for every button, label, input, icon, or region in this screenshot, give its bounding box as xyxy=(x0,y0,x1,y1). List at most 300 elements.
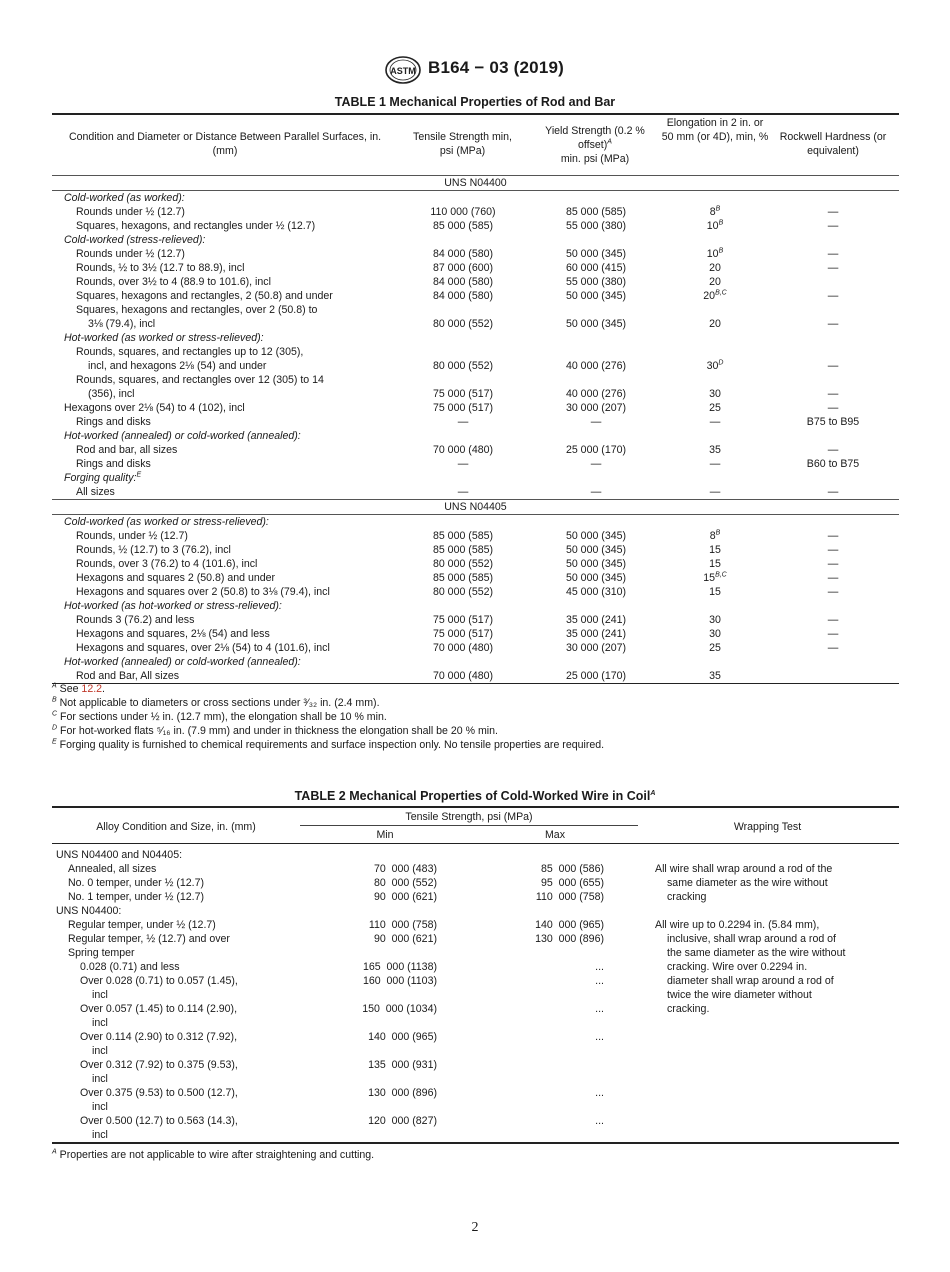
tensile-cell: 84 000 (580) xyxy=(432,290,494,302)
tensile-cell: 75 000 (517) xyxy=(432,402,494,414)
tensile-cell: 75 000 (517) xyxy=(432,614,494,626)
t2-col-tensile: Tensile Strength, psi (MPa) xyxy=(405,811,533,823)
svg-text:ASTM: ASTM xyxy=(390,66,416,76)
elongation-value: 30 xyxy=(706,360,719,372)
alloy-cell xyxy=(52,1114,312,1142)
wrap-line: All wire shall wrap around a rod of the xyxy=(655,863,833,875)
table-row xyxy=(52,890,652,904)
yield-cell: 60 000 (415) xyxy=(565,262,627,274)
rockwell-cell: — xyxy=(827,290,839,302)
footnote xyxy=(52,682,912,696)
condition-label: All sizes xyxy=(76,486,115,498)
elongation-cell xyxy=(663,485,767,500)
table-row xyxy=(52,862,652,876)
wrap-line: cracking xyxy=(667,891,707,903)
elongation-value: 35 xyxy=(709,670,721,682)
yield-cell: 85 000 (585) xyxy=(565,206,627,218)
elongation-value: — xyxy=(709,416,721,428)
condition-label: Hexagons and squares, over 2⅛ (54) to 4 (101.6), incl xyxy=(76,642,330,654)
elongation-cell xyxy=(663,457,767,471)
elongation-value: 15 xyxy=(709,544,721,556)
alloy-label-cont: incl xyxy=(92,1017,108,1029)
wrap-line: diameter shall wrap around a rod of xyxy=(667,975,834,987)
wrap-line: cracking. xyxy=(667,1003,710,1015)
table-row xyxy=(52,613,899,627)
rockwell-cell: — xyxy=(827,614,839,626)
condition-label-cont: 3⅛ (79.4), incl xyxy=(88,318,156,330)
condition-label-cont: incl, and hexagons 2⅛ (54) and under xyxy=(88,360,267,372)
table-row xyxy=(52,904,652,918)
min-cell: 150 000 (1034) xyxy=(362,1003,437,1015)
min-cell: 165 000 (1138) xyxy=(362,961,437,973)
elongation-cell xyxy=(663,247,767,261)
condition-label: Squares, hexagons and rectangles, 2 (50.8) and under xyxy=(76,290,333,302)
table2-top-rule xyxy=(52,806,899,808)
condition-cell xyxy=(52,529,397,543)
yield-cell: 45 000 (310) xyxy=(565,586,627,598)
elongation-cell xyxy=(663,261,767,275)
t1-col-tensile: Tensile Strength min, psi (MPa) xyxy=(413,131,512,157)
t1-col-yield xyxy=(535,124,655,166)
elongation-sup: B,C xyxy=(715,289,727,297)
t2-col-max: Max xyxy=(544,829,565,841)
alloy-label: Over 0.028 (0.71) to 0.057 (1.45), xyxy=(80,975,238,987)
condition-cell xyxy=(52,641,397,655)
table2-caption-text: TABLE 2 Mechanical Properties of Cold-Worked Wire in Coil xyxy=(294,789,651,803)
elongation-sup: B xyxy=(718,247,724,255)
alloy-cell xyxy=(52,1086,312,1114)
wrap-line: inclusive, shall wrap around a rod of xyxy=(667,933,837,945)
t1-col-yield-text: Yield Strength (0.2 % offset) xyxy=(545,125,645,151)
rockwell-cell: — xyxy=(827,402,839,414)
yield-cell: 40 000 (276) xyxy=(565,360,627,372)
table-row xyxy=(52,946,652,960)
min-cell xyxy=(312,904,482,918)
tensile-cell: 80 000 (552) xyxy=(432,360,494,372)
condition-label: Rounds, over 3½ to 4 (88.9 to 101.6), incl xyxy=(76,276,271,288)
footnote-mark: C xyxy=(52,710,58,718)
condition-label: Rounds, over 3 (76.2) to 4 (101.6), incl xyxy=(76,558,258,570)
footnote-mark: B xyxy=(52,696,57,704)
table2-header-rule xyxy=(52,843,899,844)
max-cell: ... xyxy=(595,961,604,973)
table2-caption-sup: A xyxy=(650,789,656,797)
alloy-cell xyxy=(52,960,312,974)
elongation-value: 10 xyxy=(706,248,719,260)
astm-logo-icon xyxy=(384,56,422,84)
alloy-label-cont: incl xyxy=(92,1045,108,1057)
yield-cell: 30 000 (207) xyxy=(565,642,627,654)
min-cell: 70 000 (483) xyxy=(373,863,437,875)
yield-cell: 50 000 (345) xyxy=(565,558,627,570)
page-header xyxy=(0,56,950,86)
min-cell: 90 000 (621) xyxy=(373,933,437,945)
t1-col-yield-tail: min. psi (MPa) xyxy=(560,153,630,165)
table-row xyxy=(52,1030,652,1058)
tensile-cell: 84 000 (580) xyxy=(432,248,494,260)
elongation-value: 30 xyxy=(709,388,721,400)
group-row xyxy=(52,471,899,485)
group-label: Cold-worked (as worked): xyxy=(64,192,185,204)
rockwell-cell: — xyxy=(827,444,839,456)
condition-cell xyxy=(52,401,397,415)
rockwell-cell: — xyxy=(827,486,839,498)
page-number: 2 xyxy=(471,1220,479,1235)
elongation-value: 30 xyxy=(709,628,721,640)
yield-cell: 50 000 (345) xyxy=(565,248,627,260)
table-row xyxy=(52,932,652,946)
condition-label: Hexagons over 2⅛ (54) to 4 (102), incl xyxy=(64,402,245,414)
table1-body xyxy=(52,175,899,684)
table-row xyxy=(52,247,899,261)
condition-cell xyxy=(52,585,397,599)
footnote-text: For sections under ½ in. (12.7 mm), the elongation shall be 10 % min. xyxy=(60,711,387,723)
elongation-value: 35 xyxy=(709,444,721,456)
table-row xyxy=(52,876,652,890)
yield-cell: 25 000 (170) xyxy=(565,444,627,456)
condition-cell xyxy=(52,247,397,261)
tensile-cell: 70 000 (480) xyxy=(432,444,494,456)
elongation-value: 10 xyxy=(706,220,719,232)
group-label: Forging quality: xyxy=(64,472,137,484)
table-row xyxy=(52,571,899,585)
footnote-mark: D xyxy=(52,724,58,732)
condition-label: Rounds, ½ to 3½ (12.7 to 88.9), incl xyxy=(76,262,245,274)
table-row xyxy=(52,557,899,571)
max-cell: 95 000 (655) xyxy=(540,877,604,889)
tensile-cell: — xyxy=(457,486,469,498)
condition-label: Rings and disks xyxy=(76,416,151,428)
t2-fn-text: Properties are not applicable to wire after straightening and cutting. xyxy=(59,1149,375,1161)
condition-cell xyxy=(52,627,397,641)
alloy-label: Over 0.500 (12.7) to 0.563 (14.3), xyxy=(80,1115,238,1127)
footnote-mark: A xyxy=(52,682,57,690)
table-row xyxy=(52,848,652,862)
tensile-cell: 70 000 (480) xyxy=(397,669,529,684)
min-cell xyxy=(312,848,482,862)
rockwell-cell: — xyxy=(827,586,839,598)
table-row xyxy=(52,585,899,599)
max-cell: ... xyxy=(595,1115,604,1127)
tensile-cell: 85 000 (585) xyxy=(432,544,494,556)
alloy-label: Spring temper xyxy=(68,947,135,959)
table2-body xyxy=(52,848,652,1142)
condition-cell xyxy=(52,557,397,571)
max-cell: 110 000 (758) xyxy=(535,891,604,903)
alloy-cell xyxy=(52,890,312,904)
wrap-line: cracking. Wire over 0.2294 in. xyxy=(667,961,808,973)
table1-top-rule xyxy=(52,113,899,115)
t2-col-wrap: Wrapping Test xyxy=(733,821,802,833)
condition-cell xyxy=(52,373,397,401)
rockwell-cell: — xyxy=(827,220,839,232)
group-label: Hot-worked (annealed) or cold-worked (annealed): xyxy=(64,430,301,442)
t1-col-yield-sup: A xyxy=(607,138,612,146)
rockwell-cell: — xyxy=(827,642,839,654)
min-cell: 110 000 (758) xyxy=(368,919,437,931)
table-row xyxy=(52,529,899,543)
max-cell: ... xyxy=(595,975,604,987)
condition-label: Rounds 3 (76.2) and less xyxy=(76,614,195,626)
alloy-cell xyxy=(52,946,312,960)
table-row xyxy=(52,289,899,303)
rockwell-cell: B75 to B95 xyxy=(806,416,860,428)
condition-label: Rod and bar, all sizes xyxy=(76,444,178,456)
band-uns-n04400 xyxy=(52,176,899,191)
condition-label-cont: (356), incl xyxy=(88,388,135,400)
tensile-cell: 80 000 (552) xyxy=(432,318,494,330)
condition-cell xyxy=(52,457,397,471)
alloy-label: Annealed, all sizes xyxy=(68,863,157,875)
table-row xyxy=(52,1114,652,1142)
group-row xyxy=(52,515,899,530)
t2-col-min: Min xyxy=(376,829,394,841)
t1-col-rockwell: Rockwell Hardness (or equivalent) xyxy=(779,131,887,157)
condition-label: Rounds, squares, and rectangles over 12 (305) to 14 xyxy=(76,374,324,386)
tensile-cell: 75 000 (517) xyxy=(432,628,494,640)
table-row xyxy=(52,543,899,557)
tensile-cell: 80 000 (552) xyxy=(432,558,494,570)
alloy-label: Regular temper, under ½ (12.7) xyxy=(68,919,216,931)
condition-cell xyxy=(52,289,397,303)
max-cell: ... xyxy=(595,1031,604,1043)
table-row xyxy=(52,1002,652,1030)
elongation-value: 20 xyxy=(709,276,721,288)
alloy-label: 0.028 (0.71) and less xyxy=(80,961,180,973)
footnote-text: See xyxy=(59,683,82,695)
min-cell: 120 000 (827) xyxy=(368,1115,437,1127)
elongation-value: — xyxy=(709,458,721,470)
condition-cell xyxy=(52,331,899,345)
alloy-label-cont: incl xyxy=(92,1073,108,1085)
yield-cell: 50 000 (345) xyxy=(565,318,627,330)
rockwell-cell: — xyxy=(827,388,839,400)
condition-label: Rounds under ½ (12.7) xyxy=(76,206,185,218)
alloy-label: Over 0.057 (1.45) to 0.114 (2.90), xyxy=(80,1003,238,1015)
condition-cell xyxy=(52,233,899,247)
table1-caption: TABLE 1 Mechanical Properties of Rod and Bar xyxy=(334,95,616,109)
group-label: Cold-worked (stress-relieved): xyxy=(64,234,206,246)
condition-label: Rounds, under ½ (12.7) xyxy=(76,530,188,542)
alloy-label: Over 0.114 (2.90) to 0.312 (7.92), xyxy=(80,1031,238,1043)
elongation-cell xyxy=(663,613,767,627)
wrap-line: the same diameter as the wire without xyxy=(667,947,846,959)
group-label: Hot-worked (as worked or stress-relieved): xyxy=(64,332,264,344)
max-cell: ... xyxy=(595,1003,604,1015)
section-link[interactable]: 12.2 xyxy=(81,683,103,695)
alloy-label: UNS N04400 and N04405: xyxy=(56,849,183,861)
band-uns-n04400-label: UNS N04400 xyxy=(52,176,899,191)
alloy-label: No. 0 temper, under ½ (12.7) xyxy=(68,877,205,889)
alloy-label: No. 1 temper, under ½ (12.7) xyxy=(68,891,205,903)
yield-cell: 25 000 (170) xyxy=(529,669,663,684)
elongation-cell xyxy=(663,401,767,415)
elongation-value: 20 xyxy=(709,318,721,330)
footnote-tail: . xyxy=(102,683,105,695)
elongation-value: 30 xyxy=(709,614,721,626)
table-row xyxy=(52,205,899,219)
elongation-cell xyxy=(663,345,767,373)
alloy-label: Over 0.375 (9.53) to 0.500 (12.7), xyxy=(80,1087,238,1099)
rockwell-cell: — xyxy=(827,206,839,218)
footnote-mark: E xyxy=(52,738,57,746)
footnote-text: For hot-worked flats ⁵⁄₁₆ in. (7.9 mm) and under in thickness the elongation shall be 20 % min. xyxy=(60,725,498,737)
table-row xyxy=(52,918,652,932)
condition-cell xyxy=(52,443,397,457)
table-row xyxy=(52,1058,652,1086)
condition-label: Rod and Bar, All sizes xyxy=(76,670,180,682)
elongation-cell xyxy=(663,529,767,543)
condition-label: Rings and disks xyxy=(76,458,151,470)
rockwell-cell: — xyxy=(827,628,839,640)
elongation-cell xyxy=(663,219,767,233)
rockwell-cell: — xyxy=(827,572,839,584)
condition-label: Rounds under ½ (12.7) xyxy=(76,248,185,260)
yield-cell: 40 000 (276) xyxy=(565,388,627,400)
t2-fn-mark: A xyxy=(52,1148,57,1156)
elongation-cell xyxy=(663,627,767,641)
elongation-cell xyxy=(663,557,767,571)
group-row xyxy=(52,599,899,613)
rockwell-cell: — xyxy=(827,318,839,330)
rockwell-cell: — xyxy=(827,558,839,570)
t2-col-alloy: Alloy Condition and Size, in. (mm) xyxy=(96,821,256,833)
condition-cell xyxy=(52,471,899,485)
table-row xyxy=(52,401,899,415)
yield-cell: 55 000 (380) xyxy=(565,220,627,232)
table-row xyxy=(52,261,899,275)
condition-cell xyxy=(52,303,397,331)
table-row xyxy=(52,219,899,233)
condition-cell xyxy=(52,599,899,613)
max-cell: 140 000 (965) xyxy=(535,919,604,931)
table-row xyxy=(52,275,899,289)
elongation-value: 20 xyxy=(703,290,716,302)
condition-label: Squares, hexagons and rectangles, over 2 (50.8) to xyxy=(76,304,318,316)
alloy-cell xyxy=(52,848,312,862)
alloy-cell xyxy=(52,1030,312,1058)
tensile-cell: 75 000 (517) xyxy=(432,388,494,400)
condition-cell xyxy=(52,429,899,443)
group-row xyxy=(52,233,899,247)
elongation-cell xyxy=(663,585,767,599)
yield-cell: 50 000 (345) xyxy=(565,530,627,542)
condition-cell xyxy=(52,655,899,669)
elongation-cell xyxy=(663,415,767,429)
elongation-cell xyxy=(663,275,767,289)
tensile-cell: 87 000 (600) xyxy=(432,262,494,274)
table-row xyxy=(52,641,899,655)
elongation-cell xyxy=(663,443,767,457)
yield-cell: 50 000 (345) xyxy=(565,544,627,556)
group-label: Cold-worked (as worked or stress-relieved): xyxy=(64,516,269,528)
min-cell: 140 000 (965) xyxy=(368,1031,437,1043)
yield-cell: 35 000 (241) xyxy=(565,628,627,640)
table2-footnote xyxy=(52,1148,374,1162)
elongation-value: — xyxy=(709,486,721,498)
min-cell: 90 000 (621) xyxy=(373,891,437,903)
table-row xyxy=(52,303,899,331)
condition-cell xyxy=(52,275,397,289)
wrap-line: All wire up to 0.2294 in. (5.84 mm), xyxy=(655,919,820,931)
alloy-label-cont: incl xyxy=(92,1129,108,1141)
table-row xyxy=(52,627,899,641)
table2-bottom-rule xyxy=(52,1142,899,1144)
yield-cell: 50 000 (345) xyxy=(565,572,627,584)
table-row xyxy=(52,1086,652,1114)
table2-caption xyxy=(0,789,950,803)
condition-cell xyxy=(52,345,397,373)
min-cell: 130 000 (896) xyxy=(368,1087,437,1099)
alloy-label: Regular temper, ½ (12.7) and over xyxy=(68,933,230,945)
alloy-label: UNS N04400: xyxy=(56,905,122,917)
elongation-value: 20 xyxy=(709,262,721,274)
band-uns-n04405-label: UNS N04405 xyxy=(52,500,899,515)
tensile-cell: 85 000 (585) xyxy=(432,220,494,232)
footnote xyxy=(52,696,912,710)
t2-tensile-rule xyxy=(300,825,638,826)
table-row xyxy=(52,960,652,974)
elongation-cell xyxy=(663,571,767,585)
rockwell-cell: — xyxy=(827,530,839,542)
tensile-cell: — xyxy=(457,416,469,428)
elongation-cell xyxy=(663,289,767,303)
alloy-cell xyxy=(52,1058,312,1086)
min-cell: 80 000 (552) xyxy=(373,877,437,889)
elongation-value: 15 xyxy=(709,558,721,570)
rockwell-cell: — xyxy=(827,360,839,372)
group-row xyxy=(52,191,899,206)
table-row xyxy=(52,974,652,1002)
condition-label: Hexagons and squares over 2 (50.8) to 3⅛ (79.4), incl xyxy=(76,586,330,598)
max-cell: ... xyxy=(595,1087,604,1099)
condition-cell xyxy=(52,261,397,275)
footnote-text: Not applicable to diameters or cross sections under ³⁄₃₂ in. (2.4 mm). xyxy=(59,697,380,709)
footnote xyxy=(52,724,912,738)
max-cell: 130 000 (896) xyxy=(535,933,604,945)
min-cell: 160 000 (1103) xyxy=(362,975,437,987)
yield-cell: 55 000 (380) xyxy=(565,276,627,288)
elongation-value: 25 xyxy=(709,642,721,654)
elongation-value: 25 xyxy=(709,402,721,414)
condition-cell xyxy=(52,485,397,500)
tensile-cell: 70 000 (480) xyxy=(432,642,494,654)
group-row xyxy=(52,429,899,443)
alloy-cell xyxy=(52,862,312,876)
max-cell xyxy=(482,1058,652,1086)
elongation-cell xyxy=(663,205,767,219)
tensile-cell: 80 000 (552) xyxy=(432,586,494,598)
max-cell: 85 000 (586) xyxy=(540,863,604,875)
elongation-cell xyxy=(663,303,767,331)
t2-wrap-annealed xyxy=(655,862,895,904)
group-row xyxy=(52,655,899,669)
condition-cell xyxy=(52,219,397,233)
yield-cell: 50 000 (345) xyxy=(565,290,627,302)
t1-col-elongation: Elongation in 2 in. or 50 mm (or 4D), min, % xyxy=(661,117,769,143)
band-uns-n04405 xyxy=(52,500,899,515)
alloy-cell xyxy=(52,876,312,890)
alloy-label-cont: incl xyxy=(92,989,108,1001)
min-cell xyxy=(312,946,482,960)
group-label: Hot-worked (annealed) or cold-worked (annealed): xyxy=(64,656,301,668)
condition-cell xyxy=(52,571,397,585)
rockwell-cell xyxy=(767,275,899,289)
alloy-label: Over 0.312 (7.92) to 0.375 (9.53), xyxy=(80,1059,238,1071)
footnote xyxy=(52,738,912,752)
condition-label: Hexagons and squares 2 (50.8) and under xyxy=(76,572,276,584)
min-cell: 135 000 (931) xyxy=(368,1059,437,1071)
